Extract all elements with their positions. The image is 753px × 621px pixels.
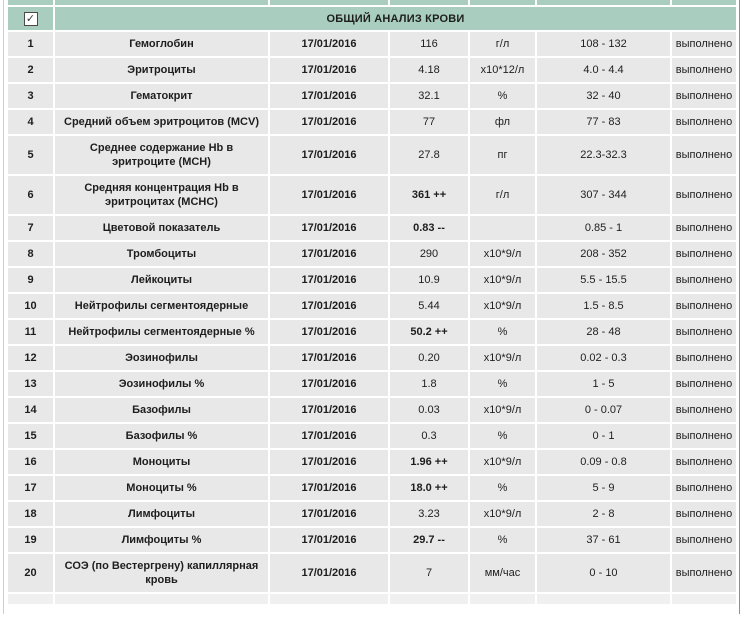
partial-cell [8, 594, 53, 604]
row-number: 14 [8, 398, 53, 422]
status-label: выполнено [672, 242, 736, 266]
test-name: Эритроциты [55, 58, 268, 82]
result-unit: х10*12/л [470, 58, 535, 82]
result-row [8, 450, 736, 474]
reference-range: 2 - 8 [537, 502, 670, 526]
test-name: Лимфоциты % [55, 528, 268, 552]
test-name: Гемоглобин [55, 32, 268, 56]
status-label: выполнено [672, 268, 736, 292]
partial-cell [390, 594, 468, 604]
partial-cell [470, 594, 535, 604]
reference-range: 208 - 352 [537, 242, 670, 266]
reference-range: 0 - 0.07 [537, 398, 670, 422]
result-value: 50.2 ++ [390, 320, 468, 344]
row-number: 18 [8, 502, 53, 526]
result-row [8, 346, 736, 370]
row-number: 5 [8, 136, 53, 174]
status-label: выполнено [672, 84, 736, 108]
test-date: 17/01/2016 [270, 136, 388, 174]
result-row [8, 476, 736, 500]
reference-range: 0.09 - 0.8 [537, 450, 670, 474]
results-table [6, 0, 738, 606]
result-row [8, 242, 736, 266]
status-label: выполнено [672, 554, 736, 592]
test-name: Эозинофилы % [55, 372, 268, 396]
status-label: выполнено [672, 528, 736, 552]
result-value: 0.20 [390, 346, 468, 370]
panel-right-border [739, 0, 740, 614]
row-number: 11 [8, 320, 53, 344]
result-value: 0.03 [390, 398, 468, 422]
result-row [8, 32, 736, 56]
row-number: 13 [8, 372, 53, 396]
test-name: Средний объем эритроцитов (MCV) [55, 110, 268, 134]
partial-cell [55, 594, 268, 604]
partial-cell [537, 0, 670, 5]
test-name: Нейтрофилы сегментоядерные [55, 294, 268, 318]
result-unit: г/л [470, 32, 535, 56]
test-date: 17/01/2016 [270, 424, 388, 448]
result-unit: % [470, 320, 535, 344]
status-label: выполнено [672, 424, 736, 448]
result-value: 0.3 [390, 424, 468, 448]
result-unit: мм/час [470, 554, 535, 592]
result-row [8, 502, 736, 526]
result-row [8, 216, 736, 240]
result-unit: % [470, 372, 535, 396]
row-number: 15 [8, 424, 53, 448]
select-all-cell [8, 7, 53, 30]
status-label: выполнено [672, 176, 736, 214]
panel-left-border [3, 0, 4, 614]
result-row [8, 268, 736, 292]
test-name: СОЭ (по Вестергрену) капиллярная кровь [55, 554, 268, 592]
test-name: Гематокрит [55, 84, 268, 108]
reference-range: 1 - 5 [537, 372, 670, 396]
result-value: 1.96 ++ [390, 450, 468, 474]
test-date: 17/01/2016 [270, 84, 388, 108]
result-unit: фл [470, 110, 535, 134]
test-date: 17/01/2016 [270, 268, 388, 292]
result-value: 5.44 [390, 294, 468, 318]
row-number: 2 [8, 58, 53, 82]
reference-range: 22.3-32.3 [537, 136, 670, 174]
reference-range: 0.85 - 1 [537, 216, 670, 240]
result-row [8, 294, 736, 318]
status-label: выполнено [672, 320, 736, 344]
result-unit: х10*9/л [470, 346, 535, 370]
result-value: 3.23 [390, 502, 468, 526]
result-row [8, 424, 736, 448]
result-unit: % [470, 476, 535, 500]
test-date: 17/01/2016 [270, 110, 388, 134]
test-date: 17/01/2016 [270, 58, 388, 82]
status-label: выполнено [672, 372, 736, 396]
result-row [8, 176, 736, 214]
row-number: 19 [8, 528, 53, 552]
status-label: выполнено [672, 502, 736, 526]
result-value: 361 ++ [390, 176, 468, 214]
result-unit: % [470, 424, 535, 448]
result-value: 27.8 [390, 136, 468, 174]
test-date: 17/01/2016 [270, 242, 388, 266]
reference-range: 5 - 9 [537, 476, 670, 500]
test-name: Лимфоциты [55, 502, 268, 526]
reference-range: 1.5 - 8.5 [537, 294, 670, 318]
row-number: 7 [8, 216, 53, 240]
reference-range: 32 - 40 [537, 84, 670, 108]
result-row [8, 372, 736, 396]
test-name: Базофилы [55, 398, 268, 422]
result-unit: х10*9/л [470, 502, 535, 526]
result-row [8, 84, 736, 108]
status-label: выполнено [672, 294, 736, 318]
result-row [8, 110, 736, 134]
test-name: Моноциты [55, 450, 268, 474]
results-table-body [8, 32, 736, 592]
row-number: 3 [8, 84, 53, 108]
test-date: 17/01/2016 [270, 294, 388, 318]
checkmark-icon: ✓ [25, 12, 36, 25]
result-unit: пг [470, 136, 535, 174]
test-name: Средняя концентрация Hb в эритроцитах (MCHC) [55, 176, 268, 214]
status-label: выполнено [672, 58, 736, 82]
test-date: 17/01/2016 [270, 346, 388, 370]
reference-range: 0.02 - 0.3 [537, 346, 670, 370]
test-date: 17/01/2016 [270, 476, 388, 500]
status-label: выполнено [672, 450, 736, 474]
row-number: 12 [8, 346, 53, 370]
status-label: выполнено [672, 346, 736, 370]
row-number: 16 [8, 450, 53, 474]
result-row [8, 528, 736, 552]
status-label: выполнено [672, 216, 736, 240]
result-row [8, 58, 736, 82]
test-date: 17/01/2016 [270, 502, 388, 526]
partial-cell [537, 594, 670, 604]
test-date: 17/01/2016 [270, 176, 388, 214]
result-value: 0.83 -- [390, 216, 468, 240]
result-unit: % [470, 84, 535, 108]
result-value: 7 [390, 554, 468, 592]
result-unit [470, 216, 535, 240]
test-name: Тромбоциты [55, 242, 268, 266]
select-all-checkbox[interactable] [24, 12, 38, 26]
reference-range: 5.5 - 15.5 [537, 268, 670, 292]
partial-cell [390, 0, 468, 5]
reference-range: 77 - 83 [537, 110, 670, 134]
result-unit: х10*9/л [470, 242, 535, 266]
test-name: Цветовой показатель [55, 216, 268, 240]
test-name: Базофилы % [55, 424, 268, 448]
test-date: 17/01/2016 [270, 554, 388, 592]
result-row [8, 554, 736, 592]
result-unit: х10*9/л [470, 398, 535, 422]
reference-range: 108 - 132 [537, 32, 670, 56]
test-name: Моноциты % [55, 476, 268, 500]
row-number: 17 [8, 476, 53, 500]
reference-range: 37 - 61 [537, 528, 670, 552]
result-unit: х10*9/л [470, 268, 535, 292]
row-number: 6 [8, 176, 53, 214]
test-name: Среднее содержание Hb в эритроците (MCH) [55, 136, 268, 174]
partial-row-bottom [8, 594, 736, 604]
partial-row-top [8, 0, 736, 5]
partial-cell [55, 0, 268, 5]
row-number: 4 [8, 110, 53, 134]
status-label: выполнено [672, 398, 736, 422]
status-label: выполнено [672, 110, 736, 134]
test-date: 17/01/2016 [270, 528, 388, 552]
result-value: 4.18 [390, 58, 468, 82]
result-value: 290 [390, 242, 468, 266]
partial-cell [270, 0, 388, 5]
result-unit: г/л [470, 176, 535, 214]
test-date: 17/01/2016 [270, 320, 388, 344]
result-value: 77 [390, 110, 468, 134]
reference-range: 0 - 10 [537, 554, 670, 592]
partial-cell [270, 594, 388, 604]
row-number: 10 [8, 294, 53, 318]
row-number: 9 [8, 268, 53, 292]
status-label: выполнено [672, 476, 736, 500]
result-unit: х10*9/л [470, 450, 535, 474]
result-value: 32.1 [390, 84, 468, 108]
result-row [8, 398, 736, 422]
test-date: 17/01/2016 [270, 216, 388, 240]
result-value: 18.0 ++ [390, 476, 468, 500]
reference-range: 307 - 344 [537, 176, 670, 214]
reference-range: 28 - 48 [537, 320, 670, 344]
section-header-row [8, 7, 736, 30]
partial-cell [470, 0, 535, 5]
partial-cell [672, 594, 736, 604]
reference-range: 0 - 1 [537, 424, 670, 448]
result-value: 10.9 [390, 268, 468, 292]
result-value: 29.7 -- [390, 528, 468, 552]
test-date: 17/01/2016 [270, 450, 388, 474]
row-number: 8 [8, 242, 53, 266]
partial-cell [8, 0, 53, 5]
result-unit: х10*9/л [470, 294, 535, 318]
reference-range: 4.0 - 4.4 [537, 58, 670, 82]
test-name: Нейтрофилы сегментоядерные % [55, 320, 268, 344]
test-name: Эозинофилы [55, 346, 268, 370]
test-name: Лейкоциты [55, 268, 268, 292]
test-date: 17/01/2016 [270, 398, 388, 422]
row-number: 20 [8, 554, 53, 592]
section-title: ОБЩИЙ АНАЛИЗ КРОВИ [55, 7, 736, 30]
test-date: 17/01/2016 [270, 32, 388, 56]
status-label: выполнено [672, 32, 736, 56]
status-label: выполнено [672, 136, 736, 174]
row-number: 1 [8, 32, 53, 56]
result-row [8, 136, 736, 174]
test-date: 17/01/2016 [270, 372, 388, 396]
result-value: 1.8 [390, 372, 468, 396]
result-value: 116 [390, 32, 468, 56]
partial-cell [672, 0, 736, 5]
result-unit: % [470, 528, 535, 552]
result-row [8, 320, 736, 344]
